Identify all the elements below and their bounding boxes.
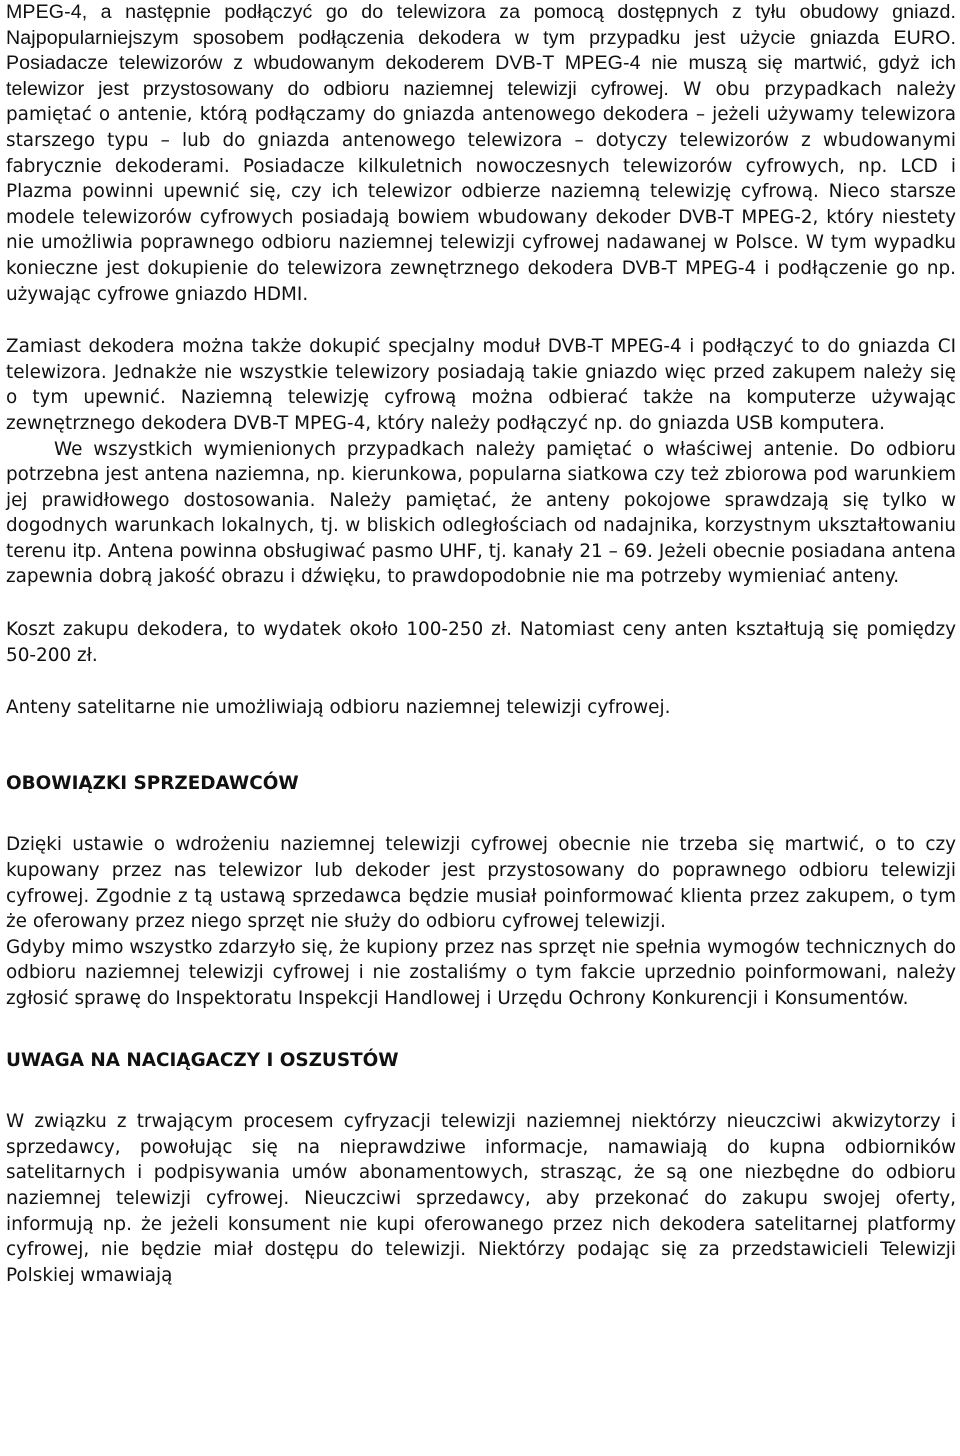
paragraph-complaint: Gdyby mimo wszystko zdarzyło się, że kupiony przez nas sprzęt nie spełnia wymogów technicznych do odbioru naziemnej telewizji cyfrowej i nie zostaliśmy o tym fakcie uprzednio poinformowani, należy zgłosić sprawę do Inspektoratu Inspekcji Handlowej i Urzędu Ochrony Konkurencji i Konsumentów. (6, 936, 956, 1009)
spacer (6, 1073, 956, 1109)
paragraph-satellite: Anteny satelitarne nie umożliwiają odbioru naziemnej telewizji cyfrowej. (6, 697, 671, 719)
paragraph-decoder-connection (6, 0, 956, 307)
paragraph-antenna: We wszystkich wymienionych przypadkach należy pamiętać o właściwej antenie. Do odbioru potrzebna jest antena naziemna, np. kierunkowa, popularna siatkowa czy też zbiorowa pod warunkiem jej prawidłowego dostosowania. Należy pamiętać, że anteny pokojowe sprawdzają się tylko w dogodnych warunkach lokalnych, tj. w bliskich odległościach od nadajnika, korzystnym ukształtowaniu terenu itp. Antena powinna obsługiwać pasmo UHF, tj. kanały 21 – 69. Jeżeli obecnie posiadana antena zapewnia dobrą jakość obrazu i dźwięku, to prawdopodobnie nie ma potrzeby wymieniać anteny. (6, 438, 956, 588)
spacer (6, 668, 956, 695)
spacer (6, 307, 956, 334)
paragraph-segment: W obu przypadkach należy pamiętać o antenie, którą podłączamy do gniazda antenowego dekodera – jeżeli używamy telewizora starszego typu – lub do gniazda antenowego telewizora – dotyczy telewizorów z wbudowanymi fabrycznie dekoderami. Posiadacze kilkuletnich nowoczesnych telewizorów cyfrowych, np. LCD i Plazma powinni upewnić się, czy ich telewizor odbierze naziemną telewizję cyfrową. Nieco starsze modele telewizorów cyfrowych posiadają bowiem wbudowany dekoder DVB-T MPEG-2, który niestety nie umożliwia poprawnego odbioru naziemnej telewizji cyfrowej nadawanej w Polsce. W tym wypadku konieczne jest dokupienie do telewizora zewnętrznego dekodera DVB-T MPEG-4 i podłączenie go np. używając cyfrowe gniazdo HDMI. (6, 78, 956, 305)
paragraph-ci-module: Zamiast dekodera można także dokupić specjalny moduł DVB-T MPEG-4 i podłączyć to do gniazda CI telewizora. Jednakże nie wszystkie telewizory posiadają takie gniazdo więc przed zakupem należy się o tym upewnić. Naziemną telewizję cyfrową można odbierać także na komputerze używając zewnętrznego dekodera DVB-T MPEG-4, który należy podłączyć np. do gniazda USB komputera. (6, 336, 956, 434)
spacer (6, 721, 956, 771)
paragraph-segment: MPEG-4, a następnie podłączyć go do telewizora za pomocą dostępnych z tyłu obudowy gniazd. Najpopularniejszym sposobem podłączenia dekodera w tym przypadku jest użycie gniazda EURO. Posiadacze telewizorów z wbudowanym dekoderem DVB-T MPEG-4 nie muszą się martwić, gdyż ich telewizor jest przystosowany do odbioru naziemnej telewizji cyfrowej. (6, 1, 956, 100)
paragraph-cost: Koszt zakupu dekodera, to wydatek około 100-250 zł. Natomiast ceny anten kształtują się pomiędzy 50-200 zł. (6, 619, 956, 666)
spacer (6, 796, 956, 832)
section-heading: UWAGA NA NACIĄGACZY I OSZUSTÓW (6, 1049, 399, 1071)
paragraph-fraud-warning: W związku z trwającym procesem cyfryzacji telewizji naziemnej niektórzy nieuczciwi akwizytorzy i sprzedawcy, powołując się na nieprawdziwe informacje, namawiają do kupna odbiorników satelitarnych i podpisywania umów abonamentowych, strasząc, że są one niezbędne do odbioru naziemnej telewizji cyfrowej. Nieuczciwi sprzedawcy, aby przekonać do zakupu swojej oferty, informują np. że jeżeli konsument nie kupi oferowanego przez nich dekodera satelitarnej platformy cyfrowej, nie będzie miał dostępu do telewizji. Niektórzy podając się za przedstawicieli Telewizji Polskiej wmawiają (6, 1111, 956, 1286)
section-heading: OBOWIĄZKI SPRZEDAWCÓW (6, 772, 299, 794)
paragraph-seller-duties: Dzięki ustawie o wdrożeniu naziemnej telewizji cyfrowej obecnie nie trzeba się martwić, o to czy kupowany przez nas telewizor lub dekoder jest przystosowany do poprawnego odbioru telewizji cyfrowej. Zgodnie z tą ustawą sprzedawca będzie musiał poinformować klienta przez zakupem, o tym że oferowany przez niego sprzęt nie służy do odbioru cyfrowej telewizji. (6, 834, 956, 933)
spacer (6, 590, 956, 617)
document-page (6, 0, 956, 1288)
spacer (6, 1012, 956, 1048)
